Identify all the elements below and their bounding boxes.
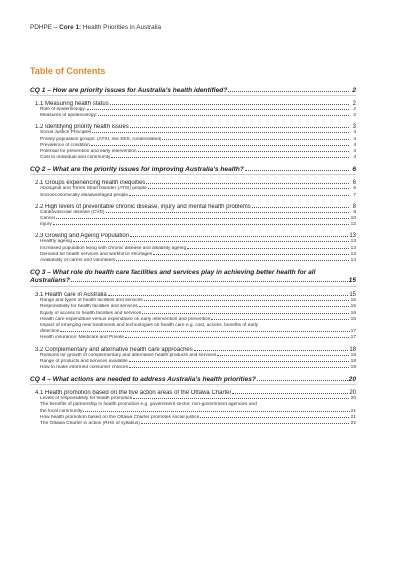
toc-entry-text: 3.1 Health care in Australia [35,292,107,299]
toc-page-number: 21 [350,414,356,420]
toc-entry-link[interactable] [30,365,356,371]
toc-page-number: 2 [353,113,356,119]
toc-entry-link[interactable] [30,402,356,414]
toc-entry-text: The Ottawa Charter in action (RHS of syllabus) [40,421,140,427]
toc-page-number: 6 [352,180,356,187]
toc-page-number: 7 [353,192,356,198]
toc-leader-dots [111,156,349,158]
toc-page-number: 2 [353,107,356,112]
toc-leader-dots [146,182,349,184]
toc-page-number: 3 [352,124,356,131]
toc-entry-line2 [30,277,356,285]
toc-leader-dots [148,187,349,189]
toc-leader-dots [108,294,349,296]
header-prefix: PDHPE – [30,24,60,31]
toc-entry-text: Reasons for growth of complementary and alternative health products and services [40,352,217,358]
toc-leader-dots [110,103,349,105]
toc-leader-dots [194,349,349,351]
toc-entry-text: Responsibility for health facilities and services [40,304,138,310]
toc-entry-text: CQ 4 – What actions are needed to address Australia's health priorities? [30,376,256,384]
toc-entry-text: Role of epidemiology: [40,107,87,112]
toc-page-number: 16 [350,316,356,322]
toc-page-number: 13 [350,245,356,251]
toc-leader-dots [144,299,349,301]
page-header [30,24,161,31]
toc-page-number: 8 [352,203,356,210]
toc-leader-dots [130,235,348,237]
toc-leader-dots [87,108,349,110]
toc-page-number: 2 [352,101,356,107]
toc-leader-dots [129,194,349,196]
toc-leader-dots [211,318,349,320]
toc-page-number: 4 [353,130,356,136]
toc-page-number: 20 [348,376,356,384]
toc-leader-dots [139,305,349,307]
toc-entry-text: CQ 1 – How are priority issues for Australia's health identified? [30,87,228,94]
toc-entry-text: Healthy ageing [40,239,73,245]
toc-page-number: 17 [350,335,356,341]
toc-leader-dots [232,392,348,394]
toc-page-number: 8 [353,209,356,215]
toc-page-number: 19 [350,365,356,371]
toc-entry-text: Cancer [40,216,56,222]
toc-entry-text: Measures of epidemiology: [40,113,98,119]
toc-leader-dots [73,240,349,242]
toc-entry-link[interactable] [30,113,356,119]
toc-leader-dots [116,259,349,261]
toc-entry-link[interactable] [30,87,356,96]
toc-page-number: 12 [350,222,356,228]
toc-entry-text: Increased population living with chronic disease and disability ageing [40,245,187,251]
toc-leader-dots [91,144,349,146]
toc-page-number: 2 [352,87,356,94]
toc-leader-dots [153,253,349,255]
toc-entry-text-line2: Australians? [30,277,70,285]
toc-page-number: 6 [353,186,356,192]
toc-entry-text: Injury [40,222,52,228]
toc-entry-text: Socioeconomically disadvantaged people [40,192,129,198]
toc-page-number: 14 [350,258,356,264]
toc-entry-text: 2.2 High levels of preventable chronic disease, injury and mental health problems [35,203,251,210]
toc-page-number: 4 [353,136,356,142]
toc-entry-text: Health insurance: Medicare and Private [40,335,124,341]
toc-entry-text-line1: The benefits of partnership in health promotion e.g. government sector, non-government agencies and [40,402,257,408]
toc-leader-dots [98,114,349,116]
toc-entry-text: 2.1 Groups experiencing health inequities [35,180,146,187]
toc-page-number: 17 [350,329,356,335]
toc-page-number: 13 [349,233,356,240]
toc-entry-text-line1: CQ 3 – What role do health care facilities and services play in achieving better health for all [30,269,316,277]
toc-leader-dots [53,223,349,225]
toc-entry-link[interactable] [30,258,356,264]
toc-leader-dots [71,280,348,282]
toc-leader-dots [56,217,349,219]
toc-entry-text: Equity of access to health facilities and services [40,310,142,316]
toc-entry-text: Cardiovascular disease (CVD) [40,209,105,215]
toc-leader-dots [92,131,349,133]
toc-entry-text: Potential for prevention and early intervention [40,149,137,155]
toc-leader-dots [162,138,349,140]
toc-entry-text: 3.2 Complementary and alternative health care approaches [35,346,193,353]
toc-page-number: 6 [352,166,356,174]
toc-entry-text-line1: Impact of emerging new treatments and technologies on health care e.g. cost, access, benefits of early [40,323,259,329]
toc-entry-text: 2.3 Growing and Ageing Population [35,233,130,240]
toc-page-number: 15 [350,304,356,310]
toc-page-number: 21 [350,408,356,414]
toc-leader-dots [133,397,349,399]
toc-entry-link[interactable] [30,222,356,228]
toc-entry-text-line2: the local community [40,408,83,414]
toc-page-number: 18 [349,346,356,353]
toc-entry-text: Priority population groups: (ATSI, low SES, rural/isolated) [40,136,162,142]
toc-leader-dots [228,90,349,92]
toc-leader-dots [60,330,349,332]
toc-entry-link[interactable] [30,155,356,161]
toc-entry-text: 1.2 Identifying priority health issues [35,124,129,131]
header-title: Health Priorities in Australia [81,24,162,31]
toc-entry-link[interactable] [30,335,356,341]
toc-entry-link[interactable] [30,269,356,287]
toc-leader-dots [130,126,349,128]
toc-entry-text: Levels of responsibility for health promotion [40,396,133,402]
toc-page-number: 16 [350,310,356,316]
toc-page-number: 20 [350,396,356,402]
toc-page-number: 22 [350,421,356,427]
toc-entry-link[interactable] [30,376,356,385]
toc-entry-text: Demand for health services and workforce shortages [40,251,153,257]
toc-page-number: 18 [350,358,356,364]
toc-entry-link[interactable] [30,421,356,427]
toc-entry-text: 4.1 Health promotion based on the five action areas of the Ottawa Charter [35,390,232,397]
toc-entry-link[interactable] [30,166,356,175]
toc-leader-dots [83,410,349,412]
toc-page-number: 15 [348,277,356,285]
toc-entry-text: Range of products and services available [40,358,128,364]
toc-entry-text: Availability of carers and volunteers [40,258,116,264]
toc-page-number: 20 [349,390,356,397]
toc-page-number: 4 [353,149,356,155]
toc-page-number: 4 [353,142,356,148]
toc-page-number: 13 [350,251,356,257]
toc-entry-text: How to make informed consumer choices [40,365,128,371]
toc-page-number: 4 [353,155,356,161]
toc-entry-text-line2: detection [40,329,60,335]
toc-page-number: 10 [350,216,356,222]
toc-page-number: 18 [350,352,356,358]
toc-entry-text: Range and types of health facilities and services [40,298,143,304]
toc-leader-dots [125,336,349,338]
toc-leader-dots [257,379,348,381]
toc-entry-text: CQ 2 – What are the priority issues for improving Australia's health? [30,166,244,174]
toc-leader-dots [129,360,349,362]
toc-entry-text: Prevalence of condition [40,142,90,148]
toc-leader-dots [252,206,349,208]
toc-leader-dots [142,312,349,314]
toc-entry-text: 1.1 Measuring health status [35,101,109,107]
toc-leader-dots [200,416,349,418]
toc-title: Table of Contents [30,66,106,76]
toc-page-number: 15 [349,292,356,299]
toc-leader-dots [141,422,349,424]
toc-entry-text: Cost to individual and community [40,155,111,161]
toc-entry-text: Aboriginal and Torres Strait Islander (ATSI) people [40,186,147,192]
toc-page-number: 15 [350,298,356,304]
toc-entry-text: Social Justice Principles [40,130,92,136]
table-of-contents [30,82,356,427]
toc-leader-dots [245,169,349,171]
toc-entry-text: How health promotion based on the Ottawa Charter promotes social justice [40,414,200,420]
toc-page-number: 13 [350,239,356,245]
toc-leader-dots [138,150,349,152]
toc-leader-dots [187,247,349,249]
toc-leader-dots [106,211,349,213]
toc-entry-text: Health care expenditure versus expenditure on early intervention and prevention [40,316,211,322]
toc-leader-dots [217,354,349,356]
header-core: Core 1: [59,24,82,31]
toc-entry-link[interactable] [30,323,356,335]
toc-entry-link[interactable] [30,193,356,199]
toc-leader-dots [129,366,349,368]
